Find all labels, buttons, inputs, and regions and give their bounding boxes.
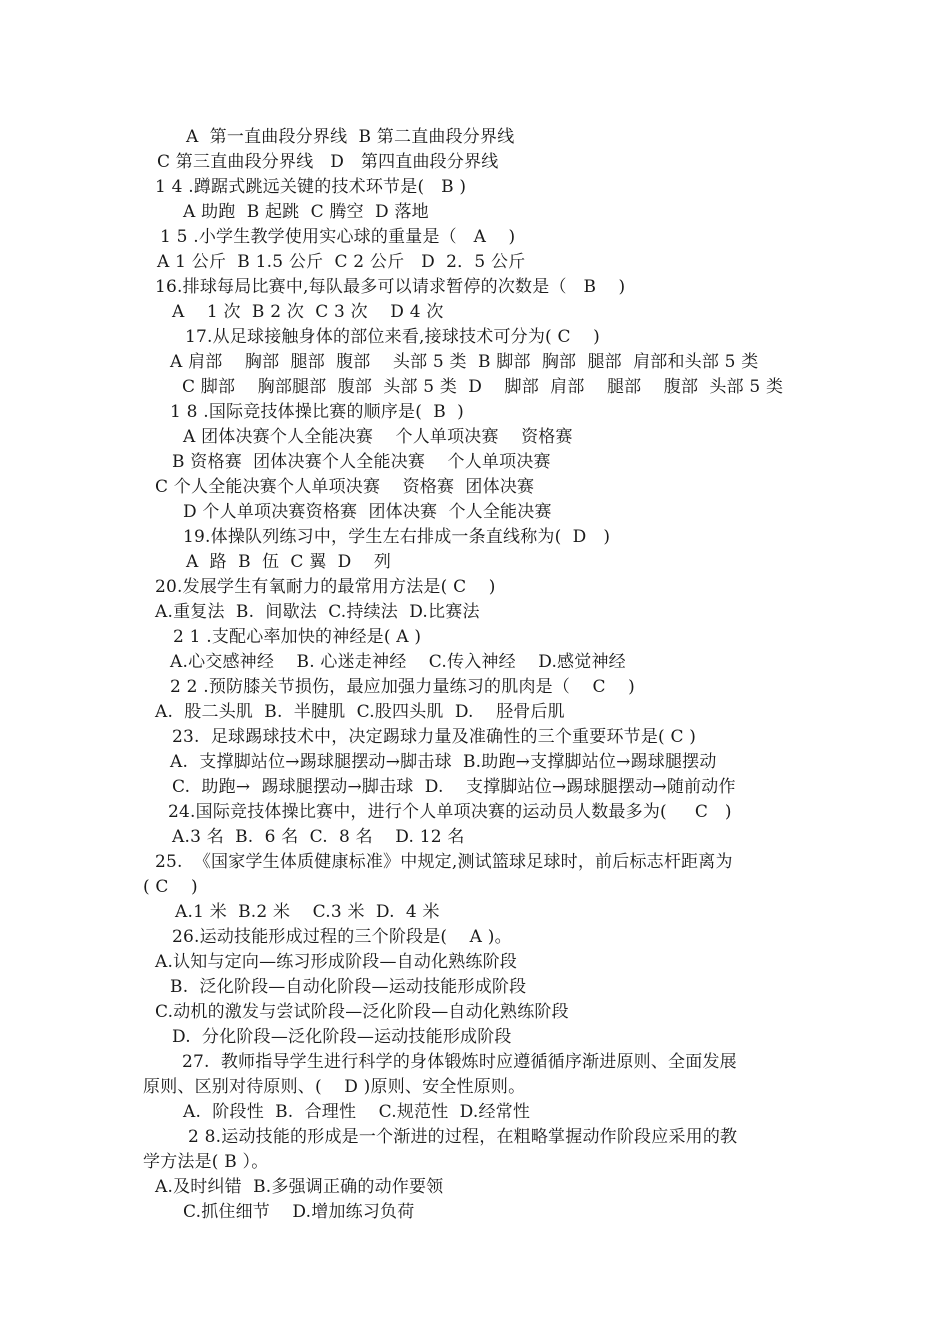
text-line: 27. 教师指导学生进行科学的身体锻炼时应遵循循序渐进原则、全面发展: [182, 1052, 737, 1072]
text-line: 2 8.运动技能的形成是一个渐进的过程，在粗略掌握动作阶段应采用的教: [188, 1127, 738, 1147]
text-line: 2 2 .预防膝关节损伤，最应加强力量练习的肌肉是（ C ): [170, 677, 635, 697]
text-line: A.及时纠错 B.多强调正确的动作要领: [155, 1177, 444, 1197]
text-line: A 1 次 B 2 次 C 3 次 D 4 次: [172, 302, 444, 322]
text-line: D 个人单项决赛资格赛 团体决赛 个人全能决赛: [183, 502, 552, 522]
text-line: B. 泛化阶段—自动化阶段—运动技能形成阶段: [170, 977, 527, 997]
text-line: D. 分化阶段—泛化阶段—运动技能形成阶段: [172, 1027, 512, 1047]
text-line: 26.运动技能形成过程的三个阶段是( A )。: [172, 927, 512, 947]
text-line: C 第三直曲段分界线 D 第四直曲段分界线: [157, 152, 499, 172]
text-line: A 第一直曲段分界线 B 第二直曲段分界线: [186, 127, 515, 147]
text-line: 2 1 .支配心率加快的神经是( A ): [173, 627, 422, 647]
text-line: 1 8 .国际竞技体操比赛的顺序是( B ): [170, 402, 465, 422]
text-line: 1 4 .蹲踞式跳远关键的技术环节是( B ): [155, 177, 467, 197]
text-line: 23. 足球踢球技术中，决定踢球力量及准确性的三个重要环节是( C ): [172, 727, 697, 747]
text-line: A 肩部 胸部 腿部 腹部 头部 5 类 B 脚部 胸部 腿部 肩部和头部 5 类: [170, 352, 759, 372]
text-line: A 助跑 B 起跳 C 腾空 D 落地: [183, 202, 429, 222]
text-line: 学方法是( B ）。: [143, 1152, 269, 1172]
text-line: A. 支撑脚站位→踢球腿摆动→脚击球 B.助跑→支撑脚站位→踢球腿摆动: [170, 752, 717, 772]
text-line: 25. 《国家学生体质健康标准》中规定,测试篮球足球时，前后标志杆距离为: [155, 852, 733, 872]
text-line: 20.发展学生有氧耐力的最常用方法是( C ): [155, 577, 496, 597]
text-line: A.重复法 B. 间歇法 C.持续法 D.比赛法: [155, 602, 480, 622]
text-line: 原则、区别对待原则、( D )原则、安全性原则。: [143, 1077, 526, 1097]
text-line: 24.国际竞技体操比赛中，进行个人单项决赛的运动员人数最多为( C ): [168, 802, 732, 822]
text-line: C. 助跑→ 踢球腿摆动→脚击球 D. 支撑脚站位→踢球腿摆动→随前动作: [172, 777, 736, 797]
text-line: A.1 米 B.2 米 C.3 米 D. 4 米: [175, 902, 440, 922]
text-line: 1 5 .小学生教学使用实心球的重量是（ A ): [160, 227, 516, 247]
text-line: A. 股二头肌 B. 半腱肌 C.股四头肌 D. 胫骨后肌: [155, 702, 565, 722]
text-line: C 个人全能决赛个人单项决赛 资格赛 团体决赛: [155, 477, 535, 497]
text-line: 16.排球每局比赛中,每队最多可以请求暂停的次数是（ B ): [155, 277, 626, 297]
text-line: A.3 名 B. 6 名 C. 8 名 D. 12 名: [172, 827, 465, 847]
text-line: 17.从足球接触身体的部位来看,接球技术可分为( C ): [185, 327, 600, 347]
text-line: C.动机的激发与尝试阶段—泛化阶段—自动化熟练阶段: [155, 1002, 569, 1022]
text-line: C 脚部 胸部腿部 腹部 头部 5 类 D 脚部 肩部 腿部 腹部 头部 5 类: [182, 377, 784, 397]
text-line: A 路 B 伍 C 翼 D 列: [186, 552, 392, 572]
text-line: A 团体决赛个人全能决赛 个人单项决赛 资格赛: [183, 427, 573, 447]
text-line: C.抓住细节 D.增加练习负荷: [183, 1202, 415, 1222]
text-line: A.心交感神经 B. 心迷走神经 C.传入神经 D.感觉神经: [170, 652, 626, 672]
text-line: A.认知与定向—练习形成阶段—自动化熟练阶段: [155, 952, 518, 972]
text-line: A. 阶段性 B. 合理性 C.规范性 D.经常性: [183, 1102, 531, 1122]
text-line: B 资格赛 团体决赛个人全能决赛 个人单项决赛: [172, 452, 551, 472]
text-line: A 1 公斤 B 1.5 公斤 C 2 公斤 D 2．5 公斤: [157, 252, 526, 272]
text-line: 19.体操队列练习中，学生左右排成一条直线称为( D ): [183, 527, 611, 547]
text-line: ( C ): [143, 877, 198, 897]
